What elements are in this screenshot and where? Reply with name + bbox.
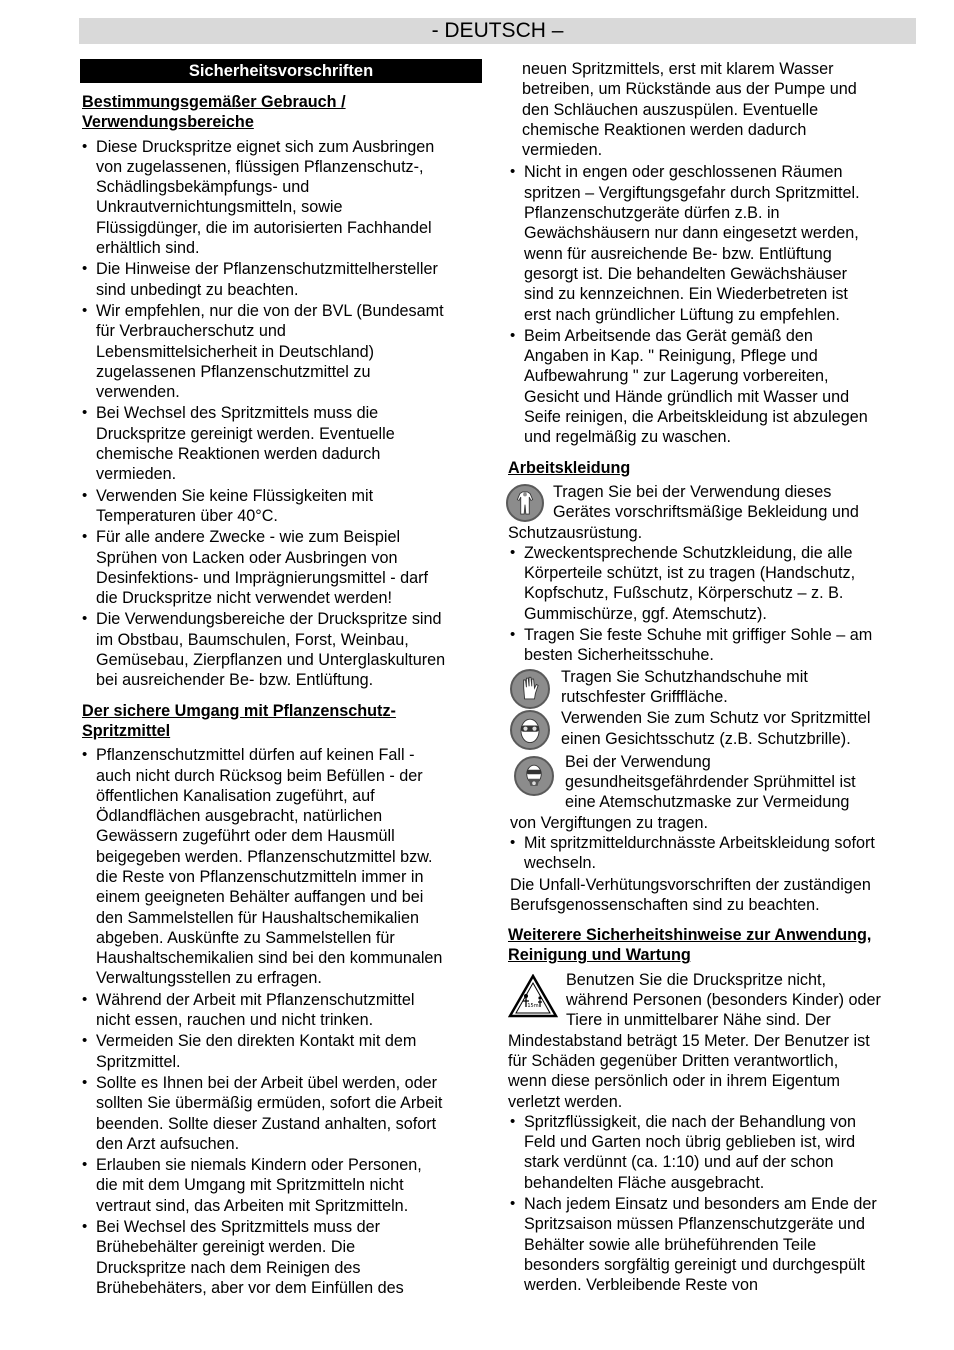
list-item-line: • Wir empfehlen, nur die von der BVL (Bundesamt [96,301,444,320]
goggles-icon [510,710,550,750]
list-item-line: Unkrautvernichtungsmitteln, sowie [96,198,343,217]
text-line: Verwenden Sie zum Schutz vor Spritzmittel [561,709,871,728]
list-item-line: Pflanzenschutzgeräte dürfen z.B. in [524,204,780,223]
list-item-line: Gewässern zugeführt oder dem Hausmüll [96,827,395,846]
list-item [508,625,914,666]
heading-further-safety [508,925,914,966]
list-item-line: bei ausreichender Be- bzw. Entlüftung. [96,671,374,690]
text-line: eine Atemschutzmaske zur Vermeidung [565,793,850,812]
list-item [508,326,914,448]
text-line: einen Gesichtsschutz (z.B. Schutzbrille). [561,729,851,748]
list-item-line: den Arzt aufsuchen. [96,1134,240,1153]
list-item-line: • Die Hinweise der Pflanzenschutzmittelhersteller [96,260,438,279]
text-line: Berufsgenossenschaften sind zu beachten. [510,895,820,914]
distance-warning-icon [508,974,558,1018]
list-item-line: Verwaltungsstellen zu erfragen. [96,969,322,988]
left-column [80,59,482,1299]
heading-line: Reinigung und Wartung [508,946,691,965]
text-line: chemische Reaktionen werden dadurch [522,120,807,139]
list-item-line: Seife reinigen, die Arbeitskleidung ist abzulegen [524,408,868,427]
text-line: rutschfester Grifffläche. [561,687,728,706]
text-line: Bei der Verwendung [565,752,711,771]
heading-line: Der sichere Umgang mit Pflanzenschutz- [82,701,396,720]
list-item [80,486,482,527]
list-item-line: chemische Reaktionen werden dadurch [96,445,381,464]
list-item-line: Brühebehälter gereinigt werden. Die [96,1238,356,1257]
list-item-line: beenden. Sollte dieser Zustand anhalten, sofort [96,1114,437,1133]
list-item-line: Brühebehäters, aber vor dem Einfüllen des [96,1278,404,1297]
distance-warning-row [508,970,914,1031]
respirator-text-end: von Vergiftungen zu tragen. [510,813,708,832]
list-item-line: zugelassenen Pflanzenschutzmittel zu [96,362,371,381]
list-item [508,1112,914,1193]
text-line: Gerätes vorschriftsmäßige Bekleidung und [553,503,859,522]
text-line: für Schäden gegenüber Dritten verantwortlich, [508,1051,839,1070]
list-item-line: • Die Verwendungsbereiche der Druckspritze sind [96,610,442,629]
heading-work-clothing: Arbeitskleidung [508,458,631,477]
list-item [80,137,482,259]
distance-warning-text-end [508,1031,914,1112]
list-item-line: • Bei Wechsel des Spritzmittels muss die [96,404,379,423]
list-item [80,301,482,402]
further-safety-list [508,1112,914,1296]
list-item-line: Druckspritze nach dem Reinigen des [96,1258,361,1277]
text-line: Die Unfall-Verhütungsvorschriften der zuständigen [510,875,871,894]
list-item-line: • Beim Arbeitsende das Gerät gemäß den [524,326,813,345]
list-item-line: die Druckspritze nicht verwendet werden! [96,589,393,608]
list-item-line: Flüssigdünger, die im autorisierten Fachhandel [96,218,432,237]
protective-suit-row [508,482,914,523]
list-item-line: besten Sicherheitsschuhe. [524,646,714,665]
list-item [80,259,482,300]
distance-warning-text [566,970,914,1031]
text-line: verletzt werden. [508,1092,623,1111]
list-item-line: einem geeigneten Behälter auffangen und bei [96,888,424,907]
list-item-line: • Bei Wechsel des Spritzmittels muss der [96,1218,380,1237]
heading-line: Spritzmittel [82,721,171,740]
list-item-line: vertraut sind, das Arbeiten mit Spritzmitteln. [96,1196,409,1215]
text-line: den Schläuchen auszuspülen. Eventuelle [522,100,819,119]
text-line: betreiben, um Rückstände aus der Pumpe und [522,80,857,99]
list-item-line: beigegeben werden. Pflanzenschutzmittel bzw. [96,847,433,866]
list-item-line: • Pflanzenschutzmittel dürfen auf keinen Fall - [96,746,415,765]
heading-line: Weiterere Sicherheitshinweise zur Anwendung, [508,926,872,945]
list-item-line: wenn für ausreichende Be- bzw. Entlüftung [524,244,832,263]
list-item-line: Schädlingsbekämpfungs- und [96,178,310,197]
list-item-line: Temperaturen über 40°C. [96,506,278,525]
list-item-line: Gesicht und Hände gründlich mit Wasser und [524,387,850,406]
list-item-line: sind zu kennzeichnen. Ein Wiederbetreten ist [524,285,848,304]
list-item-line: auch nicht durch Rücksog beim Befüllen - der [96,766,423,785]
list-item-line: vermieden. [96,465,177,484]
heading-safe-handling [82,701,482,742]
heading-intended-use [82,92,482,133]
list-item-line: Druckspritze gereinigt werden. Eventuelle [96,424,395,443]
gloves-icon [510,669,550,709]
list-item-line: Gewächshäusern nur dann eingesetzt werden, [524,224,859,243]
list-item [508,1194,914,1295]
section-title: Sicherheitsvorschriften [80,59,482,83]
gloves-row [508,667,914,708]
list-item-line: abgeben. Auskünfte zu Sammelstellen für [96,928,395,947]
list-item [80,1073,482,1154]
closed-rooms-list [508,162,914,447]
continued-text [522,59,914,160]
list-item-line: von zugelassenen, flüssigen Pflanzenschutz-, [96,157,424,176]
list-item [508,543,914,624]
respirator-icon [514,756,554,796]
clothing-list-2 [508,833,914,874]
text-line: während Personen (besonders Kinder) oder [566,991,881,1010]
list-item-line: Haushaltschemikalien sind bei den kommunalen [96,949,443,968]
list-item-line: Spritzmittel. [96,1052,181,1071]
list-item-line: den Sammelstellen für Haushaltschemikalien [96,908,420,927]
list-item-line: nicht essen, rauchen und nicht trinken. [96,1011,374,1030]
text-line: vermieden. [522,141,603,160]
list-item-line: für Verbraucherschutz und [96,322,286,341]
heading-line: Verwendungsbereiche [82,113,254,132]
list-item-line: Desinfektions- und Imprägnierungsmittel - darf [96,568,428,587]
list-item [80,1217,482,1298]
text-line: Benutzen Sie die Druckspritze nicht, [566,970,827,989]
gloves-text [561,667,914,708]
right-column [508,59,914,1297]
list-item-line: Sprühen von Lacken oder Ausbringen von [96,548,398,567]
list-item [80,990,482,1031]
list-item [80,1031,482,1072]
list-item-continued [508,59,914,160]
text-line: Tragen Sie bei der Verwendung dieses [553,482,832,501]
list-item-line: werden. Verbleibende Reste von [524,1276,758,1295]
list-item-line: • Sollte es Ihnen bei der Arbeit übel werden, oder [96,1073,438,1092]
list-item-line: • Nicht in engen oder geschlossenen Räumen [524,163,843,182]
list-item-line: verwenden. [96,383,180,402]
distance-label: 15m [527,1002,539,1009]
text-line: neuen Spritzmittels, erst mit klarem Wasser [522,60,834,78]
list-item-line: • Während der Arbeit mit Pflanzenschutzmittel [96,990,415,1009]
list-item-line: • Mit spritzmitteldurchnässte Arbeitskleidung sofort [524,833,875,852]
accident-prevention-note [510,875,914,916]
list-item-line: sollten Sie übermäßig ermüden, sofort die Arbeit [96,1094,443,1113]
list-item-line: gesorgt ist. Die behandelten Gewächshäuser [524,264,848,283]
list-item [80,745,482,989]
list-item-line: spritzen – Vergiftungsgefahr durch Spritzmittel. [524,183,860,202]
list-item-line: • Erlauben sie niemals Kindern oder Personen, [96,1156,422,1175]
list-item-line: • Spritzflüssigkeit, die nach der Behandlung von [524,1112,857,1131]
heading-line: Bestimmungsgemäßer Gebrauch / [82,93,346,111]
continued-item [508,59,914,160]
list-item-line: behandelten Fläche ausgebracht. [524,1173,765,1192]
text-line: Mindestabstand beträgt 15 Meter. Der Benutzer ist [508,1031,870,1050]
text-line: Tiere in unmittelbarer Nähe sind. Der [566,1011,831,1030]
list-item-line: Angaben in Kap. " Reinigung, Pflege und [524,347,818,366]
protective-suit-icon [506,484,544,522]
list-item-line: und regelmäßig zu waschen. [524,428,731,447]
list-item-line: Feld und Garten noch übrig geblieben ist, wird [524,1133,856,1152]
list-item-line: Körperteile schützt, ist zu tragen (Handschutz, [524,564,856,583]
list-item-line: • Tragen Sie feste Schuhe mit griffiger Sohle – am [524,626,873,645]
list-item-line: erhältlich sind. [96,239,200,258]
face-protection-row [508,708,914,749]
list-item-line: Ödlandflächen ausgebracht, natürlichen [96,807,383,826]
text-line: wenn diese persönlich oder in ihrem Eigentum [508,1072,841,1091]
protective-suit-text-end: Schutzausrüstung. [508,523,643,542]
list-item [80,527,482,608]
safe-handling-list [80,745,482,1298]
text-line: Tragen Sie Schutzhandschuhe mit [561,667,808,686]
list-item-line: • Nach jedem Einsatz und besonders am Ende der [524,1195,877,1214]
list-item-line: • Verwenden Sie keine Flüssigkeiten mit [96,486,374,505]
list-item-line: die Reste von Pflanzenschutzmitteln immer in [96,867,424,886]
respirator-text [565,752,914,813]
list-item-line: Spritzsaison müssen Pflanzenschutzgeräte und [524,1215,866,1234]
respirator-row [508,752,914,813]
list-item [80,609,482,690]
list-item [508,162,914,324]
list-item-line: erst nach gründlicher Lüftung zu empfehlen. [524,305,840,324]
list-item-line: die mit dem Umgang mit Spritzmitteln nicht [96,1176,404,1195]
list-item [80,1155,482,1216]
language-header: - DEUTSCH – [79,18,916,44]
face-protection-text [561,708,914,749]
list-item-line: • Für alle andere Zwecke - wie zum Beispiel [96,528,401,547]
intended-use-list [80,137,482,691]
list-item-line: Behälter sowie alle brüheführenden Teile [524,1235,817,1254]
list-item-line: stark verdünnt (ca. 1:10) und auf der schon [524,1153,834,1172]
list-item-line: Gemüsebau, Zierpflanzen und Unterglaskulturen [96,651,446,670]
list-item-line: öffentlichen Kanalisation zugeführt, auf [96,786,375,805]
list-item [508,833,914,874]
list-item-line: Lebensmittelsicherheit in Deutschland) [96,342,375,361]
clothing-list [508,543,914,666]
list-item-line: • Vermeiden Sie den direkten Kontakt mit dem [96,1032,417,1051]
list-item-line: • Diese Druckspritze eignet sich zum Ausbringen [96,137,435,156]
list-item-line: wechseln. [524,854,596,873]
list-item-line: Aufbewahrung " zur Lagerung vorbereiten, [524,367,829,386]
protective-suit-text [553,482,914,523]
list-item-line: besonders sorgfältig gereinigt und durchgespült [524,1255,866,1274]
list-item [80,403,482,484]
list-item-line: im Obstbau, Baumschulen, Forst, Weinbau, [96,630,409,649]
text-line: gesundheitsgefährdender Sprühmittel ist [565,773,856,792]
list-item-line: Gummischürze, ggf. Atemschutz). [524,604,767,623]
list-item-line: Kopfschutz, Fußschutz, Körperschutz – z. B. [524,584,844,603]
list-item-line: sind unbedingt zu beachten. [96,280,299,299]
list-item-line: • Zweckentsprechende Schutzkleidung, die alle [524,543,853,562]
